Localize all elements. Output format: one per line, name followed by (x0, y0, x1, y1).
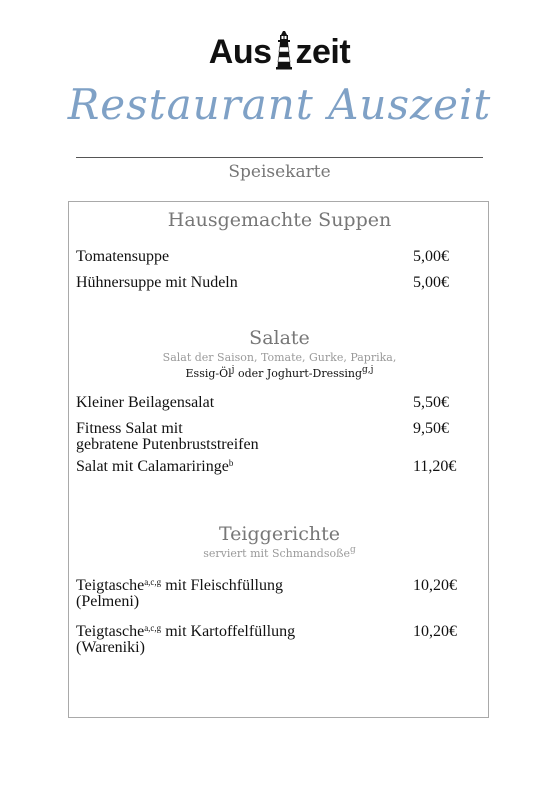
allergen-marker: b (228, 458, 234, 468)
item-price: 10,20€ (413, 623, 457, 640)
section-title-suppen: Hausgemachte Suppen (167, 209, 392, 231)
restaurant-name: Restaurant Auszeit (67, 80, 492, 129)
item-price: 5,00€ (413, 274, 449, 291)
allergen-marker: j (231, 365, 235, 375)
menu-box (68, 201, 489, 718)
item-name: Tomatensuppe (76, 248, 170, 265)
allergen-marker: a,c,g (144, 623, 162, 633)
allergen-marker: g (349, 545, 356, 555)
section-subtitle-teiggerichte: serviert mit Schmandsoße$^g$ (203, 545, 356, 560)
item-name: Fitness Salat mit gebratene Putenbruststreifen (76, 420, 259, 453)
item-price: 11,20€ (413, 458, 457, 475)
section-title-teiggerichte: Teiggerichte (218, 523, 340, 545)
allergen-marker: a,c,g (144, 577, 162, 587)
item-name: Salat mit Calamariringe$^b$ (76, 458, 234, 475)
item-price: 10,20€ (413, 577, 457, 594)
item-price: 9,50€ (413, 420, 449, 437)
section-subtitle-dressing: Essig-$Öl^j$ oder Joghurt-Dressing$^{g,j}$ (185, 365, 374, 380)
logo-text-right: zeit (295, 33, 351, 71)
section-subtitle-salate: Salat der Saison, Tomate, Gurke, Paprika, (162, 351, 397, 364)
item-name: Teigtasche$^{a,c,g}$ mit Fleischfüllung (Pelmeni) (76, 577, 283, 610)
item-price: 5,00€ (413, 248, 449, 265)
divider (76, 157, 483, 158)
lighthouse-icon (275, 30, 293, 70)
allergen-marker: g,j (362, 365, 374, 375)
item-name: Kleiner Beilagensalat (76, 394, 215, 411)
item-price: 5,50€ (413, 394, 449, 411)
logo (0, 22, 559, 72)
menu-subtitle: Speisekarte (228, 162, 331, 182)
item-name: Teigtasche$^{a,c,g}$ mit Kartoffelfüllung (Wareniki) (76, 623, 296, 656)
logo-text-left: Aus (208, 33, 272, 71)
section-title-salate: Salate (249, 327, 310, 349)
item-name: Hühnersuppe mit Nudeln (76, 274, 238, 291)
